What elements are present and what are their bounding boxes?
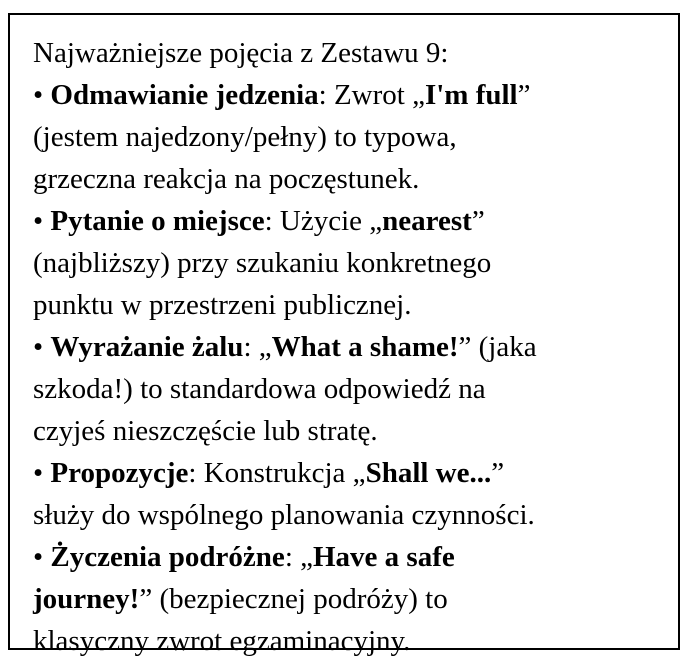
list-item-4-line-2: służy do wspólnego planowania czynności. <box>33 499 535 531</box>
list-item-1-line-1 <box>33 74 668 116</box>
list-item-5-line-2 <box>33 578 668 620</box>
list-item-3-line-1 <box>33 326 668 368</box>
key-phrase: What a shame! <box>271 331 459 363</box>
key-phrase: Shall we... <box>365 457 492 489</box>
list-item-4-line-1 <box>33 452 668 494</box>
intro-text: Konstrukcja „ <box>203 457 366 489</box>
list-item-1-line-2: (jestem najedzony/pełny) to typowa, <box>33 121 457 153</box>
term: Odmawianie jedzenia <box>50 79 319 111</box>
separator: : <box>284 541 301 573</box>
intro-text: Zwrot „ <box>333 79 425 111</box>
term: Życzenia podróżne <box>50 541 285 573</box>
list-item-3-line-3: czyjeś nieszczęście lub stratę. <box>33 415 378 447</box>
list-item-5-line-1 <box>33 536 668 578</box>
vocabulary-box <box>8 13 680 657</box>
bullet: • <box>33 79 51 111</box>
bullet: • <box>33 457 51 489</box>
intro-text: „ <box>258 331 272 363</box>
key-phrase-continued: journey! <box>33 583 140 615</box>
separator: : <box>188 457 204 489</box>
term: Wyrażanie żalu <box>50 331 244 363</box>
list-item-1-line-3: grzeczna reakcja na poczęstunek. <box>33 163 420 195</box>
key-phrase: I'm full <box>424 79 518 111</box>
bullet: • <box>33 541 51 573</box>
list-item-2-line-1 <box>33 200 668 242</box>
closing-text: ” (bezpiecznej podróży) to <box>139 583 448 615</box>
box-title: Najważniejsze pojęcia z Zestawu 9: <box>33 37 449 69</box>
closing-quote: ” <box>517 79 531 111</box>
term: Propozycje <box>50 457 189 489</box>
separator: : <box>243 331 259 363</box>
separator: : <box>264 205 280 237</box>
bullet: • <box>33 205 51 237</box>
key-phrase: nearest <box>382 205 472 237</box>
term: Pytanie o miejsce <box>50 205 265 237</box>
key-phrase: Have a safe <box>313 541 455 573</box>
intro-text: „ <box>300 541 313 573</box>
closing-quote: ” <box>491 457 505 489</box>
bullet: • <box>33 331 51 363</box>
list-item-3-line-2: szkoda!) to standardowa odpowiedź na <box>33 373 486 405</box>
list-item-2-line-2: (najbliższy) przy szukaniu konkretnego <box>33 247 492 279</box>
list-item-2-line-3: punktu w przestrzeni publicznej. <box>33 289 412 321</box>
intro-text: Użycie „ <box>279 205 383 237</box>
closing-text: ” (jaka <box>458 331 537 363</box>
list-item-5-line-3: klasyczny zwrot egzaminacyjny. <box>33 625 411 657</box>
separator: : <box>318 79 334 111</box>
closing-quote: ” <box>471 205 485 237</box>
